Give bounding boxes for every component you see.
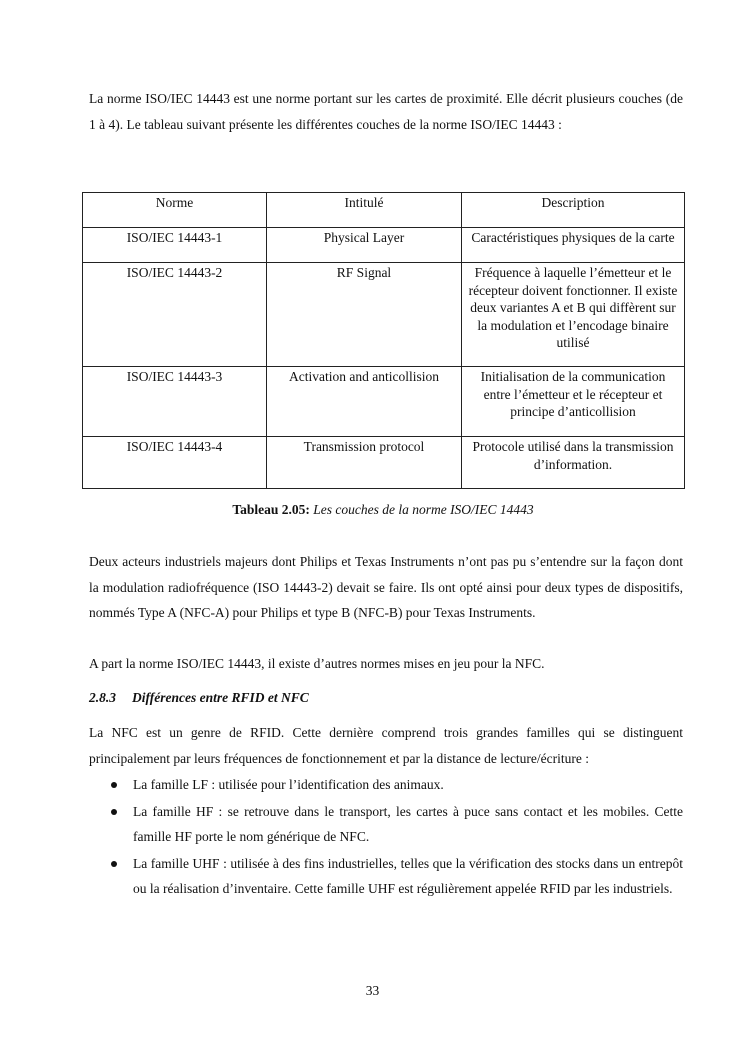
- list-item: [89, 851, 683, 902]
- iso-layers-table: [82, 192, 685, 489]
- list-item: [89, 799, 683, 850]
- rfid-families-paragraph: La NFC est un genre de RFID. Cette dernière comprend trois grandes familles qui se distinguent principalement par leurs fréquences de fonctionnement et par la distance de lecture/écriture :: [89, 725, 683, 766]
- table-cell-intitule: Physical Layer: [267, 228, 462, 263]
- table-header-intitule: Intitulé: [267, 193, 462, 228]
- table-cell-intitule: Activation and anticollision: [267, 367, 462, 437]
- page-number: 33: [365, 983, 380, 998]
- list-item: [89, 772, 683, 798]
- table-caption: [82, 501, 684, 519]
- table-row: [83, 437, 685, 489]
- table-header-row: [83, 193, 685, 228]
- section-title: Différences entre RFID et NFC: [132, 690, 309, 705]
- section-number: 2.8.3: [89, 690, 116, 705]
- table-cell-norme: ISO/IEC 14443-4: [83, 437, 267, 489]
- table-cell-norme: ISO/IEC 14443-3: [83, 367, 267, 437]
- bullet-icon: [111, 809, 117, 815]
- table-header-description: Description: [462, 193, 685, 228]
- list-item-text: La famille HF : se retrouve dans le transport, les cartes à puce sans contact et les mobiles. Cette famille HF porte le nom générique de NFC.: [133, 803, 683, 844]
- rfid-families-list: [89, 772, 683, 903]
- other-norms-paragraph: A part la norme ISO/IEC 14443, il existe d’autres normes mises en jeu pour la NFC.: [89, 656, 545, 671]
- table-cell-description: Fréquence à laquelle l’émetteur et le récepteur doivent fonctionner. Il existe deux variantes A et B qui diffèrent sur la modulation et l’encodage binaire utilisé: [462, 263, 685, 367]
- bullet-icon: [111, 861, 117, 867]
- section-heading: [89, 688, 309, 708]
- table-cell-norme: ISO/IEC 14443-1: [83, 228, 267, 263]
- table-row: [83, 367, 685, 437]
- bullet-icon: [111, 782, 117, 788]
- table-cell-description: Protocole utilisé dans la transmission d’information.: [462, 437, 685, 489]
- intro-paragraph: La norme ISO/IEC 14443 est une norme portant sur les cartes de proximité. Elle décrit plusieurs couches (de 1 à 4). Le tableau suivant présente les différentes couches de la norme ISO/IEC 14443 :: [89, 91, 683, 132]
- table-cell-description: Caractéristiques physiques de la carte: [462, 228, 685, 263]
- list-item-text: La famille LF : utilisée pour l’identification des animaux.: [133, 777, 444, 792]
- industrial-actors-paragraph: Deux acteurs industriels majeurs dont Philips et Texas Instruments n’ont pas pu s’entendre sur la façon dont la modulation radiofréquence (ISO 14443-2) devait se faire. Ils ont opté ainsi pour deux types de dispositifs, nommés Type A (NFC-A) pour Philips et type B (NFC-B) pour Texas Instruments.: [89, 554, 683, 620]
- table-cell-intitule: RF Signal: [267, 263, 462, 367]
- table-cell-description: Initialisation de la communication entre l’émetteur et le récepteur et principe d’anticollision: [462, 367, 685, 437]
- caption-text: Les couches de la norme ISO/IEC 14443: [313, 502, 534, 517]
- table-cell-intitule: Transmission protocol: [267, 437, 462, 489]
- table-row: [83, 263, 685, 367]
- table-cell-norme: ISO/IEC 14443-2: [83, 263, 267, 367]
- table-header-norme: Norme: [83, 193, 267, 228]
- caption-label: Tableau 2.05:: [232, 502, 310, 517]
- list-item-text: La famille UHF : utilisée à des fins industrielles, telles que la vérification des stocks dans un entrepôt ou la réalisation d’inventaire. Cette famille UHF est régulièrement appelée RFID par les industriels.: [133, 855, 683, 896]
- table-row: [83, 228, 685, 263]
